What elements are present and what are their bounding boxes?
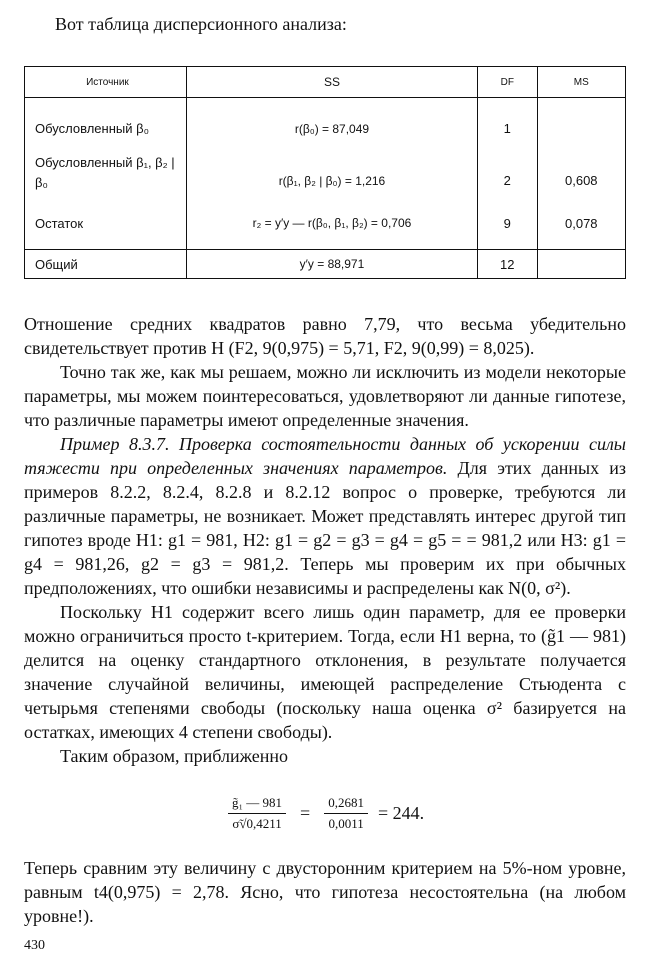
row-ms: 0,608 bbox=[537, 148, 625, 198]
row-ss: r₂ = y′y — r(β₀, β₁, β₂) = 0,706 bbox=[186, 198, 477, 250]
row-ss: r(β₀) = 87,049 bbox=[186, 98, 477, 148]
table-row bbox=[25, 98, 626, 148]
row-ms bbox=[537, 98, 625, 148]
equals-sign: = bbox=[300, 803, 311, 823]
header-ms: MS bbox=[537, 67, 625, 98]
row-df: 9 bbox=[478, 198, 538, 250]
page-number: 430 bbox=[24, 938, 45, 953]
example-title: Пример 8.3.7. Проверка состоятельности данных об ускорении силы тяжести при определенных значениях параметров. bbox=[24, 434, 626, 478]
header-df: DF bbox=[478, 67, 538, 98]
example-paragraph bbox=[24, 432, 626, 600]
fraction-1 bbox=[228, 795, 286, 832]
fraction-2 bbox=[324, 795, 368, 832]
body-text-2 bbox=[24, 856, 626, 928]
row-df: 1 bbox=[478, 98, 538, 148]
fraction-2-numerator: 0,2681 bbox=[324, 795, 368, 814]
example-body: Для этих данных из примеров 8.2.2, 8.2.4, 8.2.8 и 8.2.12 вопрос о проверке, требуются ли различные параметры, не возникает. Может представлять интерес другой тип гипотез вроде H1: g1 = 981, H2: g1 = g2 = g3 = g4 = g5 = = 981,2 или H3: g1 = g4 = 981,26, g2 = g3 = 981,2. Теперь мы проверим их при обычных предположениях, что ошибки независимы и распределены как N(0, σ²). bbox=[24, 458, 627, 598]
total-ms bbox=[537, 250, 625, 279]
table-row bbox=[25, 198, 626, 250]
fraction-2-denominator: 0,0011 bbox=[328, 816, 364, 831]
paragraph: Отношение средних квадратов равно 7,79, что весьма убедительно свидетельствует против H (F2, 9(0,975) = 5,71, F2, 9(0,99) = 8,025). bbox=[24, 314, 626, 358]
equation-result: = 244. bbox=[377, 803, 425, 823]
total-ss: y′y = 88,971 bbox=[186, 250, 477, 279]
equation bbox=[222, 795, 424, 832]
table-row bbox=[25, 148, 626, 198]
intro-text: Вот таблица дисперсионного анализа: bbox=[55, 14, 347, 34]
row-ms: 0,078 bbox=[537, 198, 625, 250]
anova-table bbox=[24, 66, 626, 279]
total-source: Общий bbox=[25, 250, 187, 279]
total-df: 12 bbox=[478, 250, 538, 279]
paragraph: Точно так же, как мы решаем, можно ли исключить из модели некоторые параметры, мы можем поинтересоваться, удовлетворяют ли данные гипотезе, что различные параметры имеют определенные значения. bbox=[24, 362, 626, 430]
table-total-row bbox=[25, 250, 626, 279]
body-text-1 bbox=[24, 312, 626, 768]
header-source: Источник bbox=[25, 67, 187, 98]
paragraph: Таким образом, приближенно bbox=[60, 746, 289, 766]
header-ss: SS bbox=[186, 67, 477, 98]
row-source: Обусловленный β₀ bbox=[25, 98, 187, 148]
row-source: Обусловленный β₁, β₂ | β₀ bbox=[25, 148, 187, 198]
paragraph: Теперь сравним эту величину с двусторонним критерием на 5%-ном уровне, равным t4(0,975) = 2,78. Ясно, что гипотеза несостоятельна (на любом уровне!). bbox=[24, 858, 626, 926]
row-source: Остаток bbox=[25, 198, 187, 250]
row-ss: r(β₁, β₂ | β₀) = 1,216 bbox=[186, 148, 477, 198]
paragraph: Поскольку H1 содержит всего лишь один параметр, для ее проверки можно ограничиться просто t-критерием. Тогда, если H1 верна, то (g̃1 — 981) делится на оценку стандартного отклонения, в результате получается значение случайной величины, имеющей распределение Стьюдента с четырьмя степенями свободы (поскольку наша оценка σ² базируется на остатках, имеющих 4 степени свободы). bbox=[24, 602, 626, 742]
row-df: 2 bbox=[478, 148, 538, 198]
fraction-1-denominator: σ̃√0,4211 bbox=[232, 816, 282, 831]
fraction-1-numerator: g̃₁ — 981 bbox=[228, 795, 286, 814]
table-header-row bbox=[25, 67, 626, 98]
